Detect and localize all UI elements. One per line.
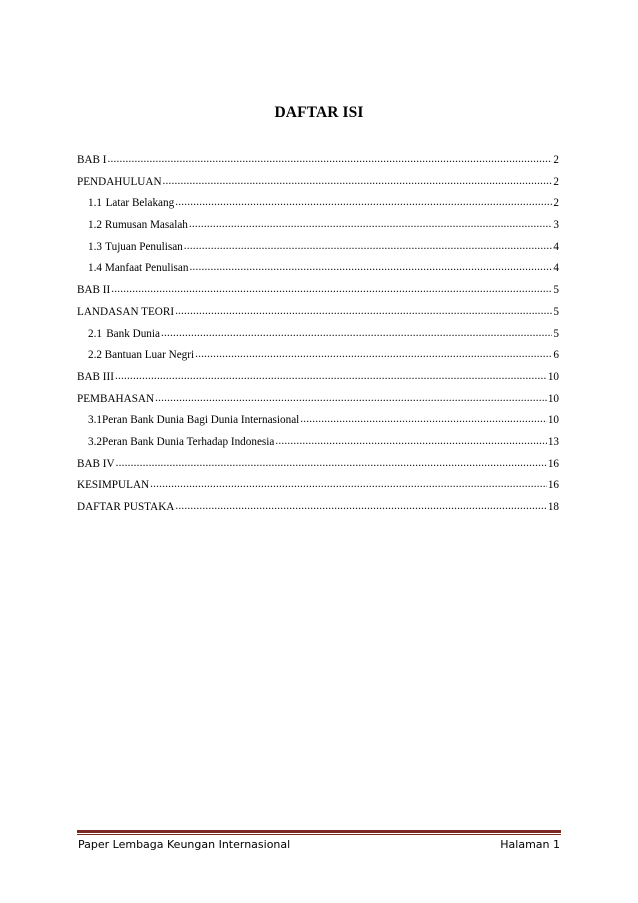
page-title: DAFTAR ISI bbox=[274, 104, 364, 121]
toc-entry-page: 16 bbox=[547, 479, 559, 492]
toc-entry-page: 6 bbox=[553, 349, 559, 362]
toc-entry[interactable] bbox=[77, 389, 559, 411]
toc-entry[interactable] bbox=[77, 497, 559, 519]
toc-dot-leader bbox=[175, 301, 552, 323]
footer-rule-thin bbox=[77, 834, 561, 835]
toc-entry-page: 10 bbox=[547, 414, 559, 427]
toc-entry[interactable] bbox=[77, 237, 559, 259]
toc-entry-page: 4 bbox=[553, 262, 559, 275]
toc-entry-label: KESIMPULAN bbox=[77, 479, 150, 492]
toc-dot-leader bbox=[195, 344, 552, 366]
toc-dot-leader bbox=[175, 192, 552, 214]
toc-entry-page: 13 bbox=[547, 435, 559, 448]
toc-entry-label: DAFTAR PUSTAKA bbox=[77, 501, 175, 513]
toc-entry-label: Bank Dunia bbox=[106, 327, 160, 340]
footer-page-number: Halaman 1 bbox=[500, 838, 560, 851]
toc-entry[interactable] bbox=[77, 150, 559, 172]
toc-entry[interactable] bbox=[77, 302, 559, 324]
toc-entry[interactable] bbox=[77, 345, 559, 367]
toc-entry-page: 4 bbox=[553, 240, 559, 253]
toc-dot-leader bbox=[175, 496, 546, 518]
toc-entry-page: 5 bbox=[553, 284, 559, 297]
toc-dot-leader bbox=[150, 474, 547, 496]
toc-dot-leader bbox=[184, 236, 553, 258]
toc-entry[interactable] bbox=[77, 410, 559, 432]
toc-entry-page: 18 bbox=[547, 501, 559, 513]
toc-entry-page: 5 bbox=[553, 305, 559, 318]
toc-entry-label: Peran Bank Dunia Bagi Dunia Internasional bbox=[101, 414, 300, 427]
toc-entry-number: 1.4 bbox=[88, 262, 102, 275]
toc-entry-page: 2 bbox=[553, 154, 559, 166]
toc-entry-page: 10 bbox=[547, 370, 559, 383]
toc-entry-label: Rumusan Masalah bbox=[104, 219, 188, 232]
toc-dot-leader bbox=[163, 171, 553, 193]
toc-entry-label: BAB I bbox=[77, 154, 107, 166]
toc-entry-page: 10 bbox=[547, 392, 559, 405]
toc-entry-number: 1.1 bbox=[88, 197, 102, 210]
toc-entry-page: 2 bbox=[553, 197, 559, 210]
toc-dot-leader bbox=[275, 431, 546, 453]
toc-entry-number: 1.3 bbox=[88, 240, 102, 253]
toc-dot-leader bbox=[155, 388, 547, 410]
toc-entry-number: 1.2 bbox=[88, 219, 102, 232]
toc-entry-label: Manfaat Penulisan bbox=[104, 262, 189, 275]
toc-entry[interactable] bbox=[77, 172, 559, 194]
toc-dot-leader bbox=[111, 279, 552, 301]
toc-entry-page: 5 bbox=[553, 327, 559, 340]
toc-dot-leader bbox=[108, 149, 553, 171]
toc-entry-label: PENDAHULUAN bbox=[77, 175, 162, 188]
toc-entry-number: 2.1 bbox=[88, 327, 102, 340]
toc-dot-leader bbox=[161, 323, 552, 345]
toc-entry-label: BAB IV bbox=[77, 457, 115, 470]
toc-entry[interactable] bbox=[77, 258, 559, 280]
toc-entry[interactable] bbox=[77, 432, 559, 454]
toc-entry-page: 16 bbox=[547, 457, 559, 470]
toc-dot-leader bbox=[300, 409, 547, 431]
toc-dot-leader bbox=[116, 453, 547, 475]
toc-entry-number: 3.1 bbox=[88, 414, 102, 427]
toc-entry-label: PEMBAHASAN bbox=[77, 392, 155, 405]
toc-entry-page: 2 bbox=[553, 175, 559, 188]
toc-entry[interactable] bbox=[77, 280, 559, 302]
toc-entry[interactable] bbox=[77, 367, 559, 389]
toc-entry-label: BAB III bbox=[77, 370, 114, 383]
toc-entry-page: 3 bbox=[553, 219, 559, 232]
footer-document-title: Paper Lembaga Keungan Internasional bbox=[78, 838, 291, 851]
toc-entry-number: 3.2 bbox=[88, 435, 102, 448]
toc-entry[interactable] bbox=[77, 454, 559, 476]
toc-entry-number: 2.2 bbox=[88, 349, 102, 362]
toc-entry[interactable] bbox=[77, 324, 559, 346]
toc-entry[interactable] bbox=[77, 193, 559, 215]
toc-entry-label: Tujuan Penulisan bbox=[105, 240, 183, 253]
toc-entry-label: LANDASAN TEORI bbox=[77, 305, 175, 318]
footer-rule bbox=[77, 830, 561, 833]
toc-dot-leader bbox=[115, 366, 547, 388]
toc-entry-label: Peran Bank Dunia Terhadap Indonesia bbox=[101, 435, 275, 448]
toc-dot-leader bbox=[189, 257, 552, 279]
toc-dot-leader bbox=[189, 214, 553, 236]
toc-entry-label: Bantuan Luar Negri bbox=[104, 349, 195, 362]
toc-entry[interactable] bbox=[77, 215, 559, 237]
table-of-contents bbox=[77, 150, 559, 519]
toc-entry-label: BAB II bbox=[77, 284, 111, 297]
toc-entry-label: Latar Belakang bbox=[105, 197, 175, 210]
toc-entry[interactable] bbox=[77, 475, 559, 497]
